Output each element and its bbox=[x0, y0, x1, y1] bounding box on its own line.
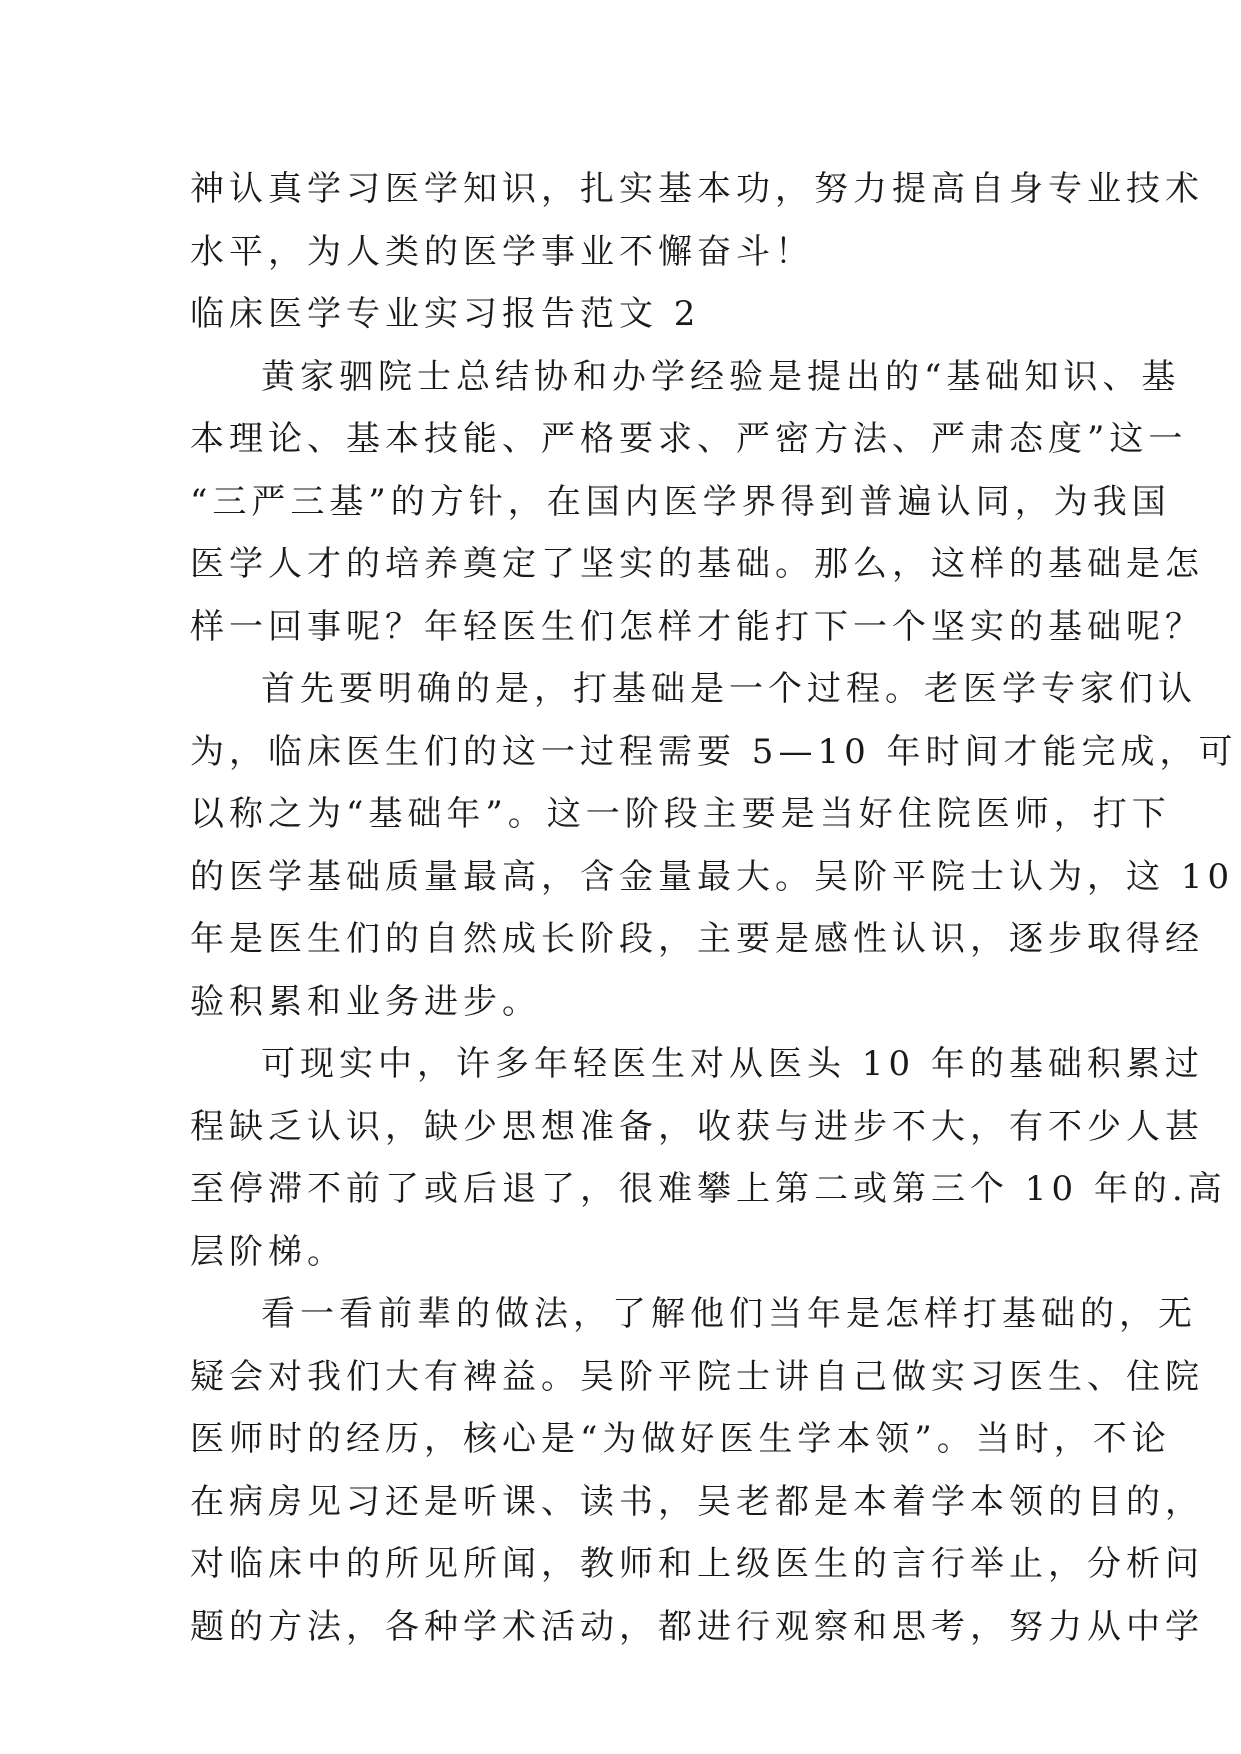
text-line: 医学人才的培养奠定了坚实的基础。那么，这样的基础是怎 bbox=[190, 544, 1204, 584]
text-line: 年是医生们的自然成长阶段，主要是感性认识，逐步取得经 bbox=[190, 919, 1204, 959]
paragraph-first-line: 首先要明确的是，打基础是一个过程。老医学专家们认 bbox=[261, 669, 1197, 709]
text-line: 题的方法，各种学术活动，都进行观察和思考，努力从中学 bbox=[190, 1606, 1204, 1647]
paragraph-first-line: 看一看前辈的做法，了解他们当年是怎样打基础的，无 bbox=[261, 1294, 1197, 1334]
text-line: 为，临床医生们的这一过程需要 5—10 年时间才能完成，可 bbox=[190, 731, 1238, 772]
paragraph-first-line: 可现实中，许多年轻医生对从医头 10 年的基础积累过 bbox=[261, 1044, 1204, 1084]
text-line: 程缺乏认识，缺少思想准备，收获与进步不大，有不少人甚 bbox=[190, 1106, 1204, 1147]
text-line: 疑会对我们大有裨益。吴阶平院士讲自己做实习医生、住院 bbox=[190, 1356, 1204, 1397]
section-heading: 临床医学专业实习报告范文 2 bbox=[190, 294, 701, 334]
text-line: 本理论、基本技能、严格要求、严密方法、严肃态度”这一 bbox=[190, 419, 1188, 459]
paragraph-first-line: 黄家驷院士总结协和办学经验是提出的“基础知识、基 bbox=[261, 356, 1181, 397]
text-line: 样一回事呢？年轻医生们怎样才能打下一个坚实的基础呢？ bbox=[190, 606, 1204, 647]
text-line: 医师时的经历，核心是“为做好医生学本领”。当时，不论 bbox=[190, 1419, 1171, 1459]
text-line: 的医学基础质量最高，含金量最大。吴阶平院士认为，这 10 bbox=[190, 856, 1235, 897]
text-line: 验积累和业务进步。 bbox=[190, 981, 541, 1022]
text-line: 在病房见习还是听课、读书，吴老都是本着学本领的目的， bbox=[190, 1481, 1204, 1522]
text-line: 对临床中的所见所闻，教师和上级医生的言行举止，分析问 bbox=[190, 1544, 1204, 1584]
text-line: 神认真学习医学知识，扎实基本功，努力提高自身专业技术 bbox=[190, 169, 1204, 209]
text-line: 至停滞不前了或后退了，很难攀上第二或第三个 10 年的.高 bbox=[190, 1169, 1227, 1209]
text-line: 水平，为人类的医学事业不懈奋斗！ bbox=[190, 231, 814, 272]
text-line: 层阶梯。 bbox=[190, 1231, 346, 1272]
text-line: “三严三基”的方针，在国内医学界得到普遍认同，为我国 bbox=[190, 481, 1171, 522]
document-body bbox=[190, 158, 1238, 1658]
text-line: 以称之为“基础年”。这一阶段主要是当好住院医师，打下 bbox=[190, 794, 1171, 834]
